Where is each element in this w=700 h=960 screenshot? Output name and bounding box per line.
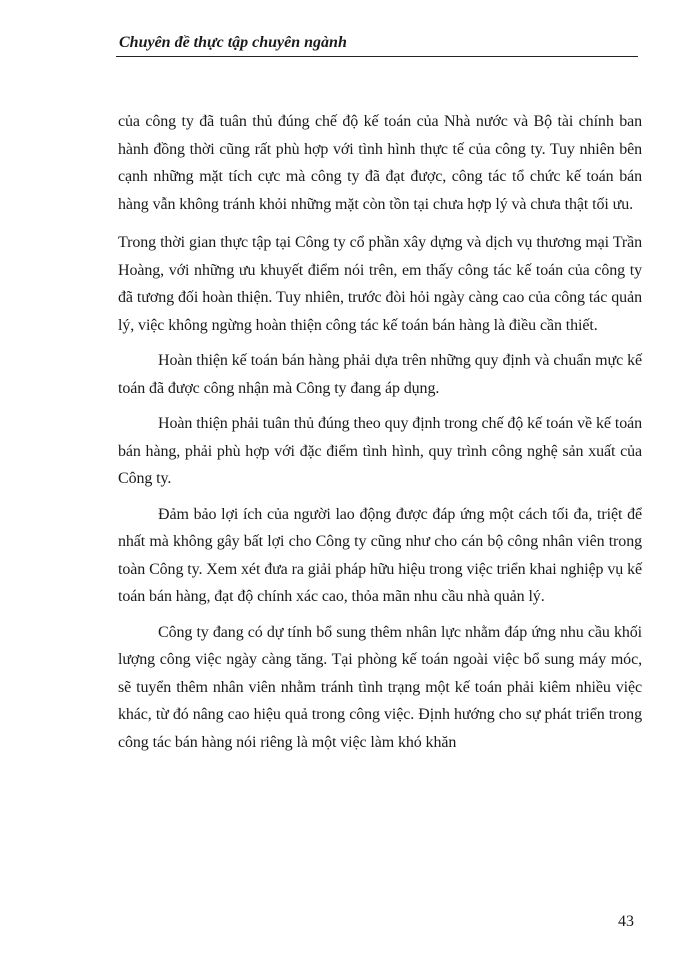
page-number: 43 [618,913,634,930]
paragraph-principle-compliance: Hoàn thiện phải tuân thủ đúng theo quy định trong chế độ kế toán về kế toán bán hàng, phải phù hợp với đặc điểm tình hình, quy trình công nghệ sản xuất của Công ty. [118,415,642,487]
paragraph-staffing-plan: Công ty đang có dự tính bổ sung thêm nhân lực nhằm đáp ứng nhu cầu khối lượng công việc ngày càng tăng. Tại phòng kế toán ngoài việc bổ sung máy móc, sẽ tuyển thêm nhân viên nhằm tránh tình trạng một kế toán phải kiêm nhiều việc khác, từ đó nâng cao hiệu quả trong công việc. Định hướng cho sự phát triển trong công tác bán hàng nói riêng là một việc làm khó khăn [118,623,642,751]
paragraph-internship-assessment: Trong thời gian thực tập tại Công ty cổ phần xây dựng và dịch vụ thương mại Trần Hoàng, với những ưu khuyết điểm nói trên, em thấy công tác kế toán của công ty đã tương đối hoàn thiện. Tuy nhiên, trước đòi hỏi ngày càng cao của công tác quản lý, việc không ngừng hoàn thiện công tác kế toán bán hàng là điều cần thiết. [118,234,642,334]
paragraph-principle-standards: Hoàn thiện kế toán bán hàng phải dựa trên những quy định và chuẩn mực kế toán đã được công nhận mà Công ty đang áp dụng. [118,352,642,397]
document-body [118,108,642,764]
paragraph-continuation: của công ty đã tuân thủ đúng chế độ kế toán của Nhà nước và Bộ tài chính ban hành đồng thời cũng rất phù hợp với tình hình thực tế của công ty. Tuy nhiên bên cạnh những mặt tích cực mà công ty đã đạt được, công tác tổ chức kế toán bán hàng vẫn không tránh khỏi những mặt còn tồn tại chưa hợp lý và chưa thật tối ưu. [118,113,642,213]
header-divider [116,56,638,57]
page-header-title: Chuyên đề thực tập chuyên ngành [119,34,347,51]
paragraph-principle-employee-benefits: Đảm bảo lợi ích của người lao động được đáp ứng một cách tối đa, triệt để nhất mà không gây bất lợi cho Công ty cũng như cho cán bộ công nhân viên trong toàn Công ty. Xem xét đưa ra giải pháp hữu hiệu trong việc triển khai nghiệp vụ kế toán bán hàng, đạt độ chính xác cao, thỏa mãn nhu cầu nhà quản lý. [118,505,642,605]
